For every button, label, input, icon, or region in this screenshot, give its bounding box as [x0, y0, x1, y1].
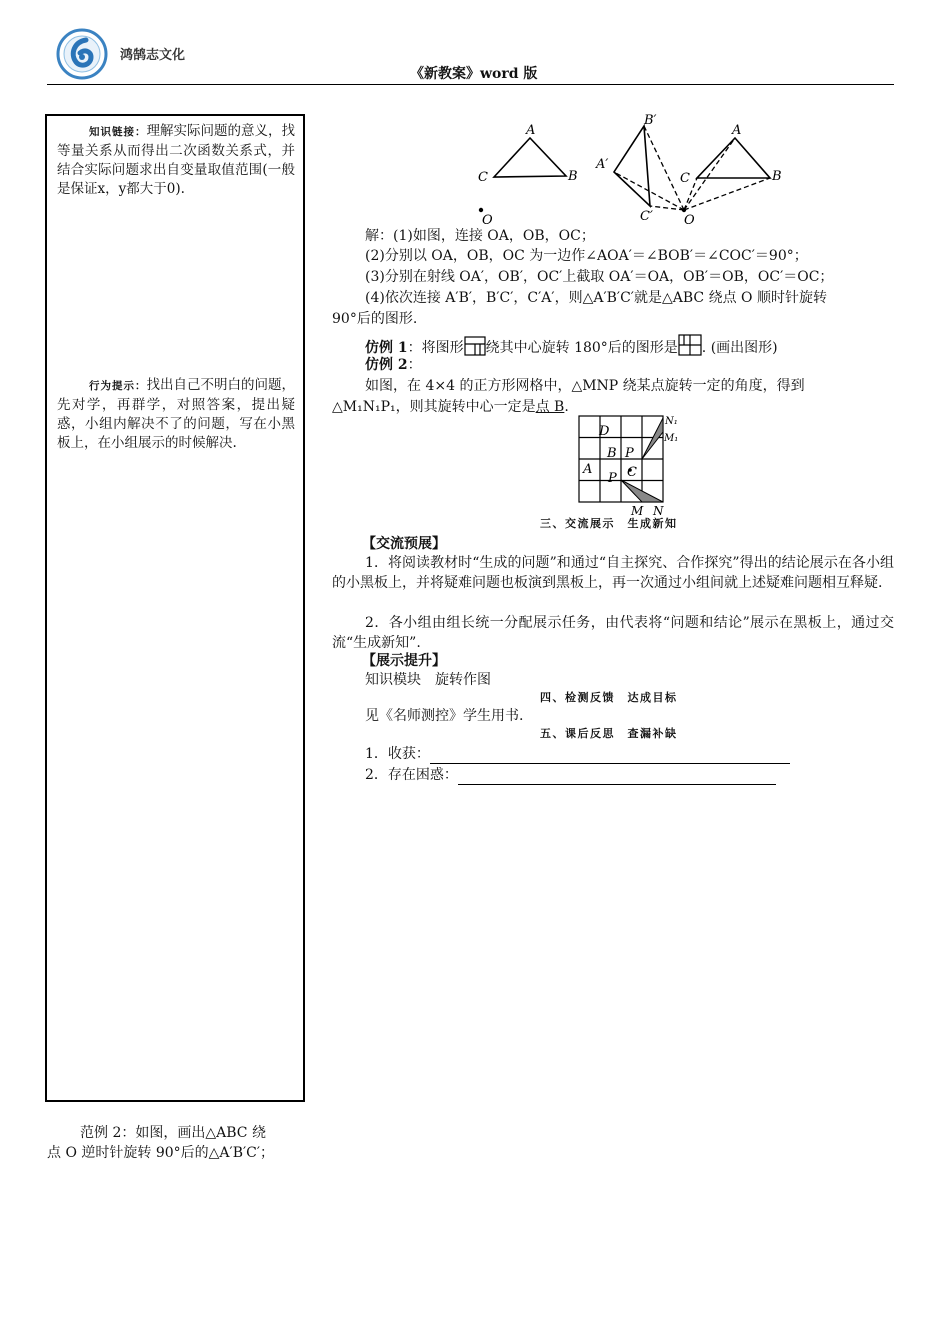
- svg-text:C: C: [680, 171, 690, 186]
- svg-text:P: P: [608, 471, 617, 486]
- triangle-abc-left: [478, 123, 578, 228]
- solution-step1: 解：(1)如图，连接 OA，OB，OC；: [365, 228, 595, 244]
- logo-emblem-icon: [56, 28, 108, 80]
- solution-step4: (4)依次连接 A′B′，B′C′，C′A′，则△A′B′C′就是△ABC 绕点 O 顺时针旋转: [365, 290, 827, 306]
- rotated-figure-right: [595, 113, 782, 228]
- svg-text:O: O: [684, 213, 695, 228]
- svg-text:A: A: [526, 123, 536, 138]
- brand-name: 鸿鹄志文化: [120, 48, 186, 63]
- rotation-figure: [470, 112, 790, 230]
- svg-text:C′: C′: [640, 209, 653, 224]
- example2-line1: 范例 2：如图，画出△ABC 绕: [80, 1125, 266, 1141]
- imitation2-line2: △M₁N₁P₁，则其旋转中心一定是点 B.: [332, 399, 569, 415]
- behavior-text: 找出自己不明白的问题，先对学，再群学，对照答案，提出疑惑，小组内解决不了的问题，写在小黑板上，在小组展示的时候解决.: [57, 377, 295, 451]
- section3-heading: 三、交流展示 生成新知: [540, 517, 678, 530]
- svg-text:M₁: M₁: [664, 433, 679, 444]
- svg-text:C: C: [627, 465, 637, 480]
- shape-original-icon: [464, 336, 486, 356]
- show-module: 知识模块 旋转作图: [365, 672, 491, 688]
- svg-text:M: M: [631, 504, 644, 518]
- imitation1-label: 仿例 1: [365, 340, 408, 356]
- sidebar-box: [45, 114, 305, 1102]
- svg-text:A: A: [583, 462, 593, 477]
- show-heading: 【展示提升】: [362, 653, 446, 669]
- svg-text:N: N: [653, 504, 664, 518]
- svg-text:B: B: [772, 169, 782, 184]
- exchange-heading: 【交流预展】: [362, 536, 446, 552]
- svg-text:B: B: [568, 169, 578, 184]
- svg-text:P: P: [625, 446, 634, 461]
- svg-text:A: A: [732, 123, 742, 138]
- reflect-gain: 1．收获：: [365, 744, 790, 764]
- section5-heading: 五、课后反思 查漏补缺: [540, 727, 678, 740]
- imitation2-answer: 点 B: [535, 399, 565, 415]
- reflect-confuse: 2．存在困惑：: [365, 765, 776, 785]
- exchange-p1: 1．将阅读教材时“生成的问题”和通过“自主探究、合作探究”得出的结论展示在各小组的小黑板上，并将疑难问题也板演到黑板上，再一次通过小组间就上述疑难问题相互释疑.: [332, 555, 894, 591]
- page-title: 《新教案》word 版: [410, 66, 538, 82]
- confuse-blank[interactable]: [458, 770, 776, 785]
- exchange-p2: 2．各小组由组长统一分配展示任务，由代表将“问题和结论”展示在黑板上，通过交流“生成新知”.: [332, 615, 894, 651]
- svg-text:B: B: [607, 446, 617, 461]
- svg-text:B′: B′: [644, 113, 657, 128]
- shape-rotated-icon: [678, 334, 702, 356]
- example2-line2: 点 O 逆时针旋转 90°后的△A′B′C′；: [47, 1145, 275, 1161]
- svg-text:D: D: [599, 424, 610, 439]
- svg-text:O: O: [482, 213, 493, 228]
- svg-text:C: C: [478, 170, 488, 185]
- imitation2-line1: 如图，在 4×4 的正方形网格中，△MNP 绕某点旋转一定的角度，得到: [365, 378, 805, 394]
- grid-figure: [575, 412, 687, 520]
- solution-step2: (2)分别以 OA，OB，OC 为一边作∠AOA′＝∠BOB′＝∠COC′＝90°；: [365, 248, 808, 264]
- section4-heading: 四、检测反馈 达成目标: [540, 691, 678, 704]
- test-text: 见《名师测控》学生用书.: [365, 708, 524, 724]
- header-divider: [47, 84, 894, 85]
- knowledge-text: 理解实际问题的意义，找等量关系从而得出二次函数关系式，并结合实际问题求出自变量取值范围(一般是保证x，y都大于0).: [57, 123, 295, 197]
- solution-step3: (3)分别在射线 OA′，OB′，OC′上截取 OA′＝OA，OB′＝OB，OC′＝OC；: [365, 269, 834, 285]
- knowledge-label: 知识链接: [89, 126, 135, 138]
- imitation2-label-line: 仿例 2：: [365, 357, 422, 373]
- imitation2-label: 仿例 2: [365, 357, 408, 373]
- svg-text:N₁: N₁: [665, 416, 678, 427]
- svg-text:A′: A′: [596, 157, 609, 172]
- behavior-label: 行为提示: [89, 380, 135, 392]
- logo: [56, 28, 108, 80]
- gain-blank[interactable]: [430, 749, 790, 764]
- solution-step4-cont: 90°后的图形.: [332, 311, 418, 327]
- behavior-note: 行为提示：找出自己不明白的问题，先对学，再群学，对照答案，提出疑惑，小组内解决不了的问题，写在小黑板上，在小组展示的时候解决.: [57, 377, 295, 451]
- imitation1: 仿例 1：将图形 绕其中心旋转 180°后的图形是 . (画出图形): [365, 334, 778, 358]
- knowledge-note: 知识链接：理解实际问题的意义，找等量关系从而得出二次函数关系式，并结合实际问题求出自变量取值范围(一般是保证x，y都大于0).: [57, 123, 295, 197]
